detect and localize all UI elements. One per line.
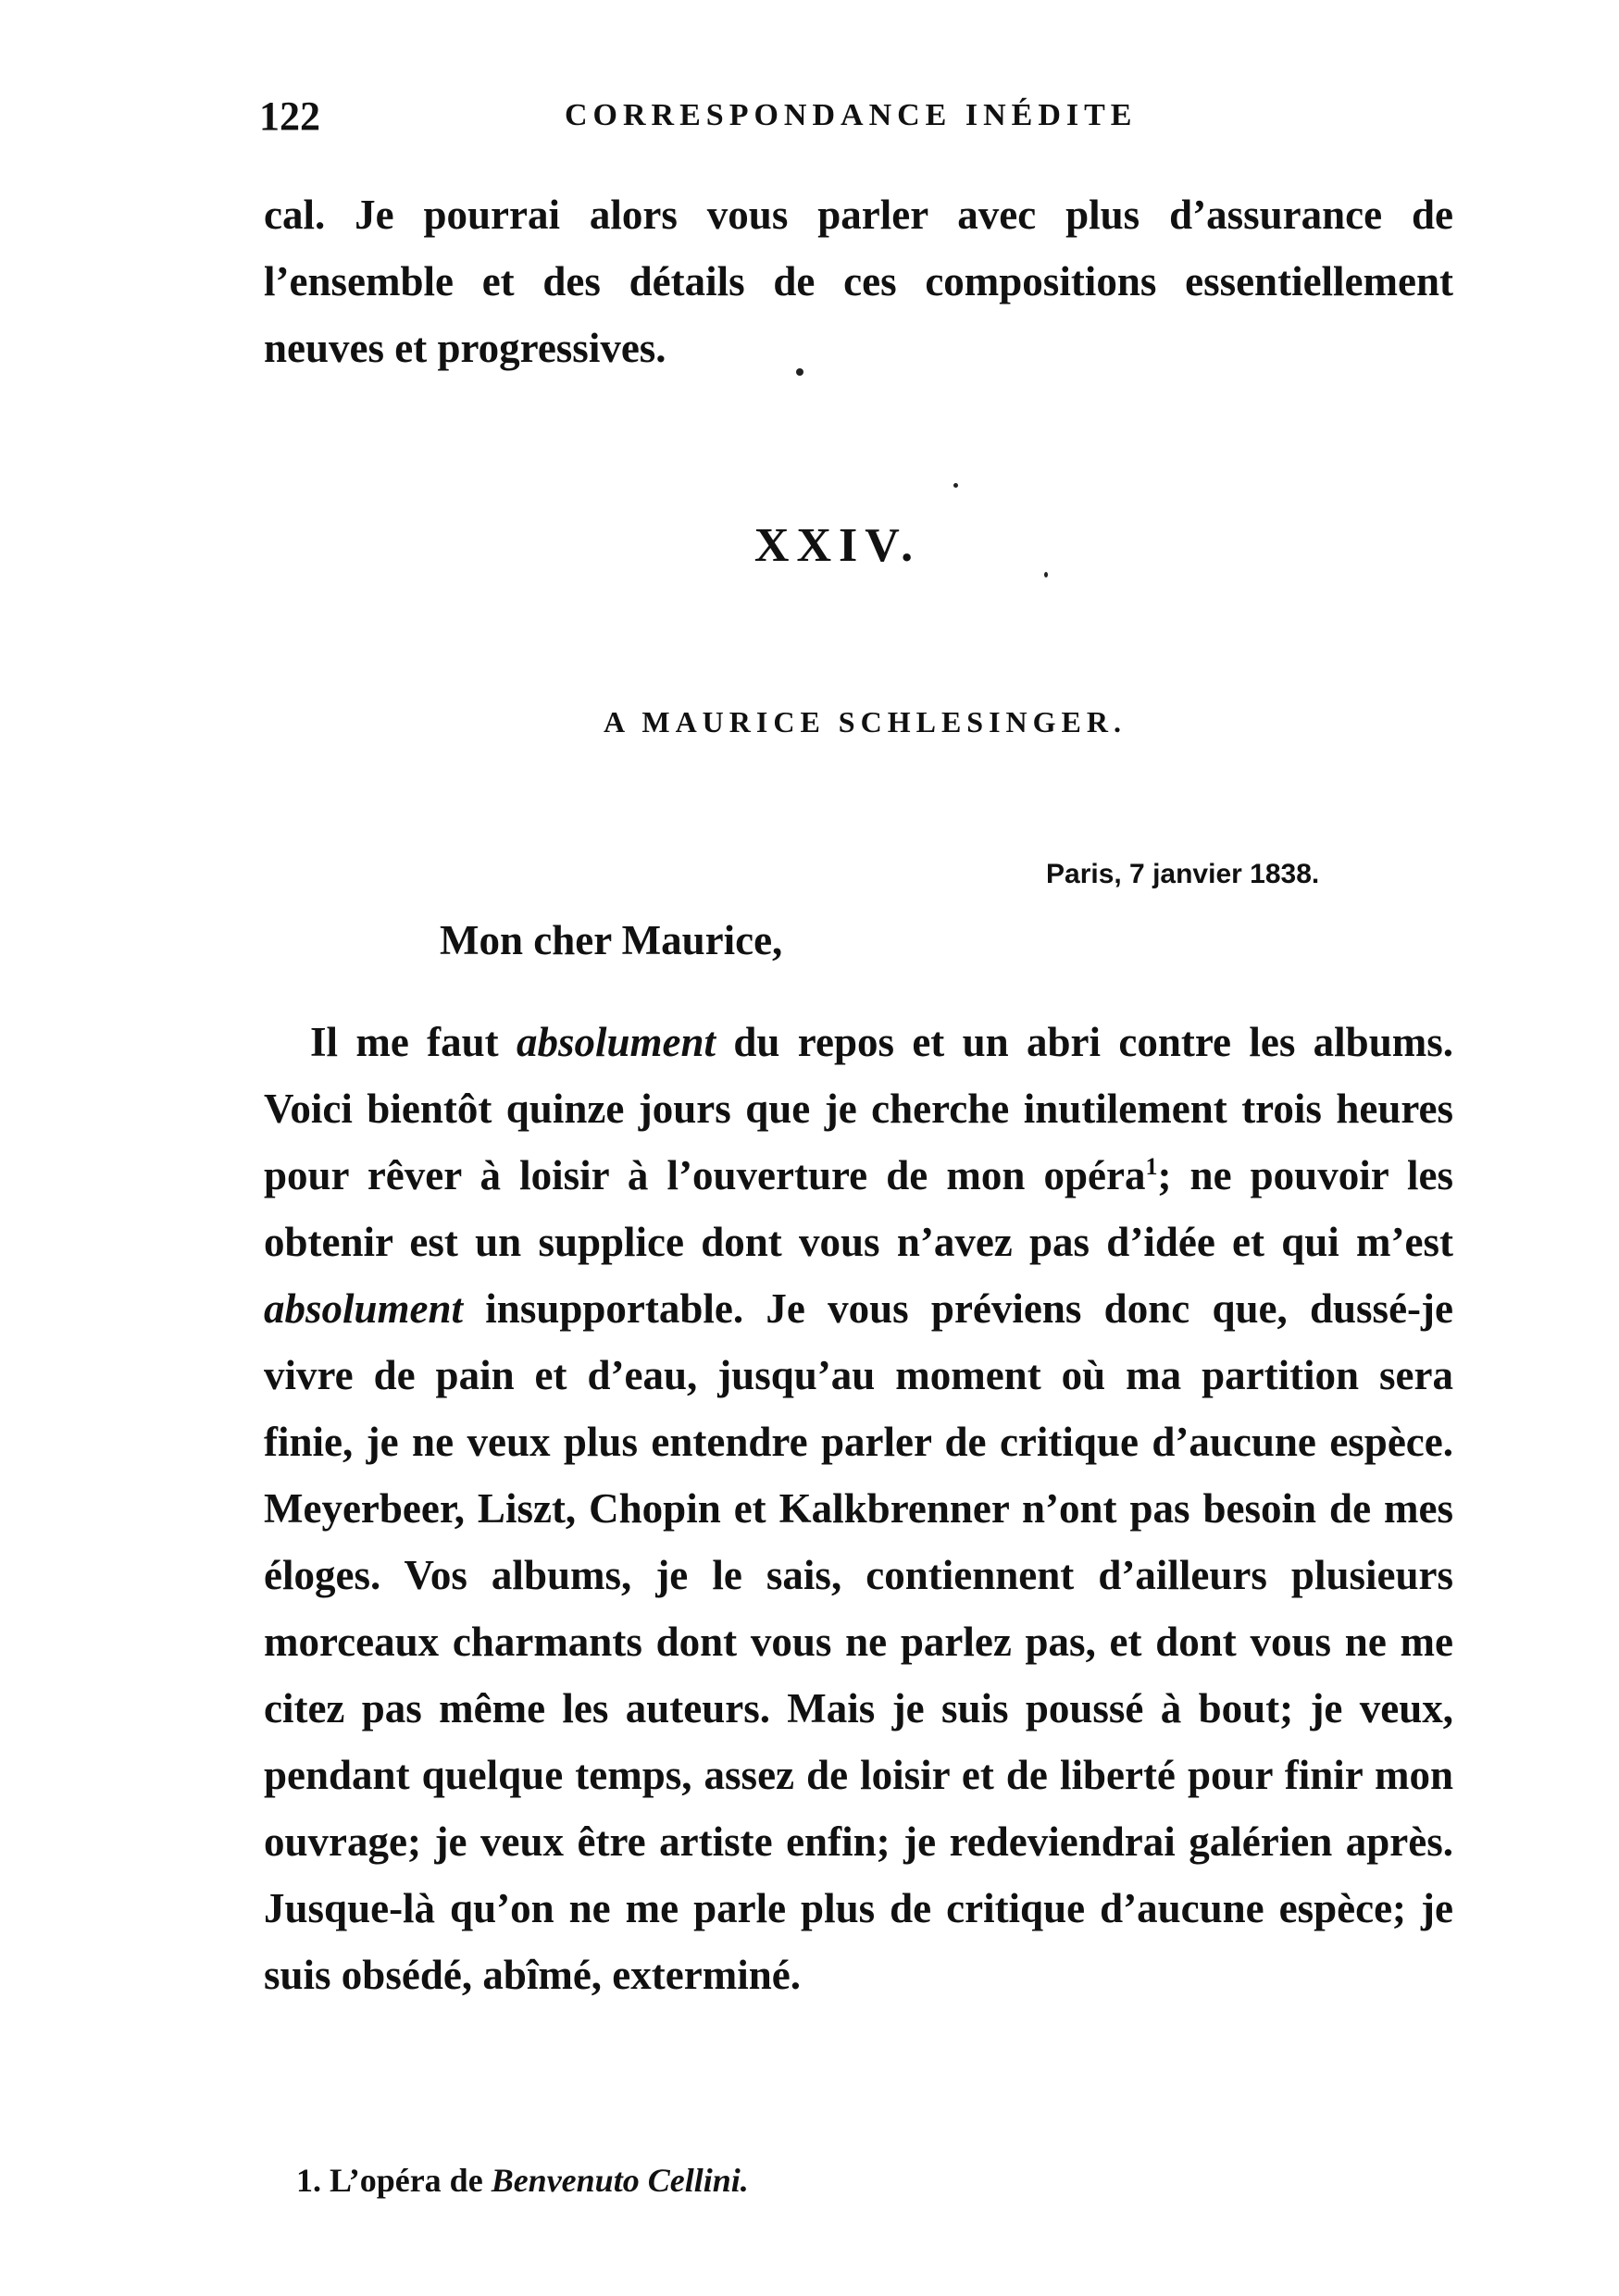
body-text: insupportable. Je vous préviens donc que, dussé-je vivre de pain et d’eau, jusqu’au moment où ma partition sera finie, je ne veux plus entendre parler de critique d’aucune espèce. Meyerbeer, Liszt, Chopin et Kalkbrenner n’ont pas besoin de mes éloges. Vos albums, je le sais, contiennent d’ailleurs plusieurs morceaux charmants dont vous ne parlez pas, et dont vous ne me citez pas même les auteurs. Mais je suis poussé à bout; je veux, pendant quelque temps, assez de loisir et de liberté pour finir mon ouvrage; je veux être artiste enfin; je redeviendrai galérien après. Jusque-là qu’on ne me parle plus de critique d’aucune espèce; je suis obsédé, abîmé, exterminé. <box>264 1285 1453 1998</box>
letter-addressee: A MAURICE SCHLESINGER. <box>604 705 1127 738</box>
letter-body <box>264 1009 1453 2008</box>
footnote <box>296 2161 749 2200</box>
print-speck <box>953 483 958 488</box>
body-text: du repos et un abri contre les albums. Voici bientôt quinze jours que je cherche inutilement trois heures pour rêver à loisir à l’ouverture de mon opéra <box>264 1019 1453 1198</box>
continuation-paragraph: cal. Je pourrai alors vous parler avec plus d’assurance de l’ensemble et des détails de ces compositions essentiellement neuves et progressives. <box>264 192 1453 371</box>
letter-salutation: Mon cher Maurice, <box>440 917 783 963</box>
footnote-reference[interactable]: 1 <box>1145 1153 1158 1180</box>
body-text: ; ne pouvoir les obtenir est un supplice dont vous n’avez pas d’idée et qui m’est <box>264 1152 1453 1265</box>
print-speck <box>796 368 803 376</box>
letter-number: XXIV. <box>753 519 921 572</box>
running-title: CORRESPONDANCE INÉDITE <box>565 98 1138 132</box>
letter-dateline: Paris, 7 janvier 1838. <box>1046 859 1320 889</box>
print-speck <box>1044 572 1048 577</box>
body-emphasis: absolument <box>517 1019 716 1065</box>
footnote-prefix: L’opéra de <box>330 2162 492 2199</box>
page-number: 122 <box>259 93 320 139</box>
body-text: Il me faut <box>310 1019 517 1065</box>
footnote-marker: 1. <box>296 2162 321 2199</box>
running-head <box>259 93 1463 148</box>
body-emphasis: absolument <box>264 1285 464 1332</box>
footnote-title: Benvenuto Cellini. <box>491 2162 749 2199</box>
